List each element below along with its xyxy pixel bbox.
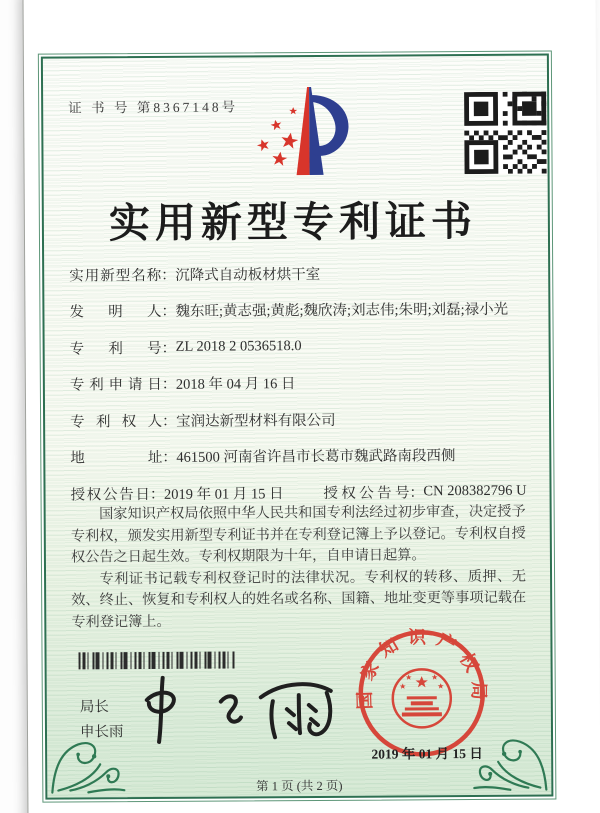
field-value: ZL 2018 2 0536518.0: [175, 337, 302, 355]
grant-number-pair: 授权公告号 ： CN 208382796 U: [323, 482, 527, 502]
barcode: [79, 651, 235, 669]
certificate-inner-area: [41, 54, 554, 800]
field-row: 授权公告日 ： 2019 年 01 月 15 日 授权公告号 ： CN 208382796 U: [70, 482, 527, 504]
field-row: 专利申请日 ： 2018 年 04 月 16 日: [70, 363, 526, 402]
seal-date: 2019 年 01 月 15 日: [371, 745, 483, 762]
certificate-border: [38, 51, 557, 803]
field-label: 专利权人: [70, 413, 163, 431]
field-value: 2019 年 01 月 15 日: [163, 485, 284, 503]
field-label: 实用新型名称: [69, 267, 162, 285]
field-label: 授权公告号: [323, 485, 410, 502]
director-signature: [133, 669, 360, 754]
field-label: 授权公告日: [70, 486, 151, 504]
field-row: 发明人 ： 魏东旺;黄志强;黄彪;魏欣涛;刘志伟;朱明;刘磊;禄小光: [69, 290, 525, 329]
field-value: 沉降式自动板材烘干室: [175, 266, 321, 284]
certificate-number: 证 书 号 第8367148号: [68, 99, 239, 116]
field-label: 发明人: [69, 304, 162, 321]
field-label: 地址: [70, 450, 163, 467]
field-value: 宝润达新型材料有限公司: [176, 412, 336, 430]
page-footer: 第 1 页 (共 2 页): [256, 778, 343, 794]
field-value: CN 208382796 U: [423, 482, 527, 500]
field-label: 专利申请日: [69, 377, 162, 394]
field-value: 魏东旺;黄志强;黄彪;魏欣涛;刘志伟;朱明;刘磊;禄小光: [175, 302, 509, 321]
field-row: 地址 ： 461500 河南省许昌市长葛市魏武路南段西侧: [70, 436, 526, 475]
seal-text: 国家知识产权局: [354, 627, 489, 710]
legal-paragraph: 国家知识产权局依照中华人民共和国专利法经过初步审查，决定授予专利权，颁发实用新型专利证书并在专利登记簿上予以登记。专利权自授权公告之日起生效。专利权期限为十年，自申请日起算。: [70, 503, 526, 566]
director-name: 申长雨: [79, 724, 124, 741]
legal-text: [71, 502, 527, 634]
field-row: 实用新型名称 ： 沉降式自动板材烘干室: [69, 254, 525, 293]
page-title: 实用新型专利证书: [108, 197, 478, 247]
certificate-paper: [23, 0, 600, 813]
field-row: 专利权人 ： 宝润达新型材料有限公司: [70, 400, 526, 439]
qr-code: [462, 92, 548, 175]
fields-block: [69, 254, 527, 512]
legal-paragraph: 专利证书记载专利权登记时的法律状况。专利权的转移、质押、无效、终止、恢复和专利权人的姓名或名称、国籍、地址变更等事项记载在专利登记簿上。: [71, 568, 527, 631]
official-seal-icon: [354, 626, 489, 761]
field-row: 专利号 ： ZL 2018 2 0536518.0: [69, 337, 302, 358]
field-value: 461500 河南省许昌市长葛市魏武路南段西侧: [176, 448, 456, 467]
field-value: 2018 年 04 月 16 日: [175, 376, 296, 394]
director-title: 局长: [79, 699, 109, 716]
corner-flourish-icon: [48, 718, 126, 796]
national-emblem-icon: [393, 669, 451, 727]
cnipa-logo-icon: [241, 83, 376, 181]
field-label: 专利号: [69, 340, 162, 358]
